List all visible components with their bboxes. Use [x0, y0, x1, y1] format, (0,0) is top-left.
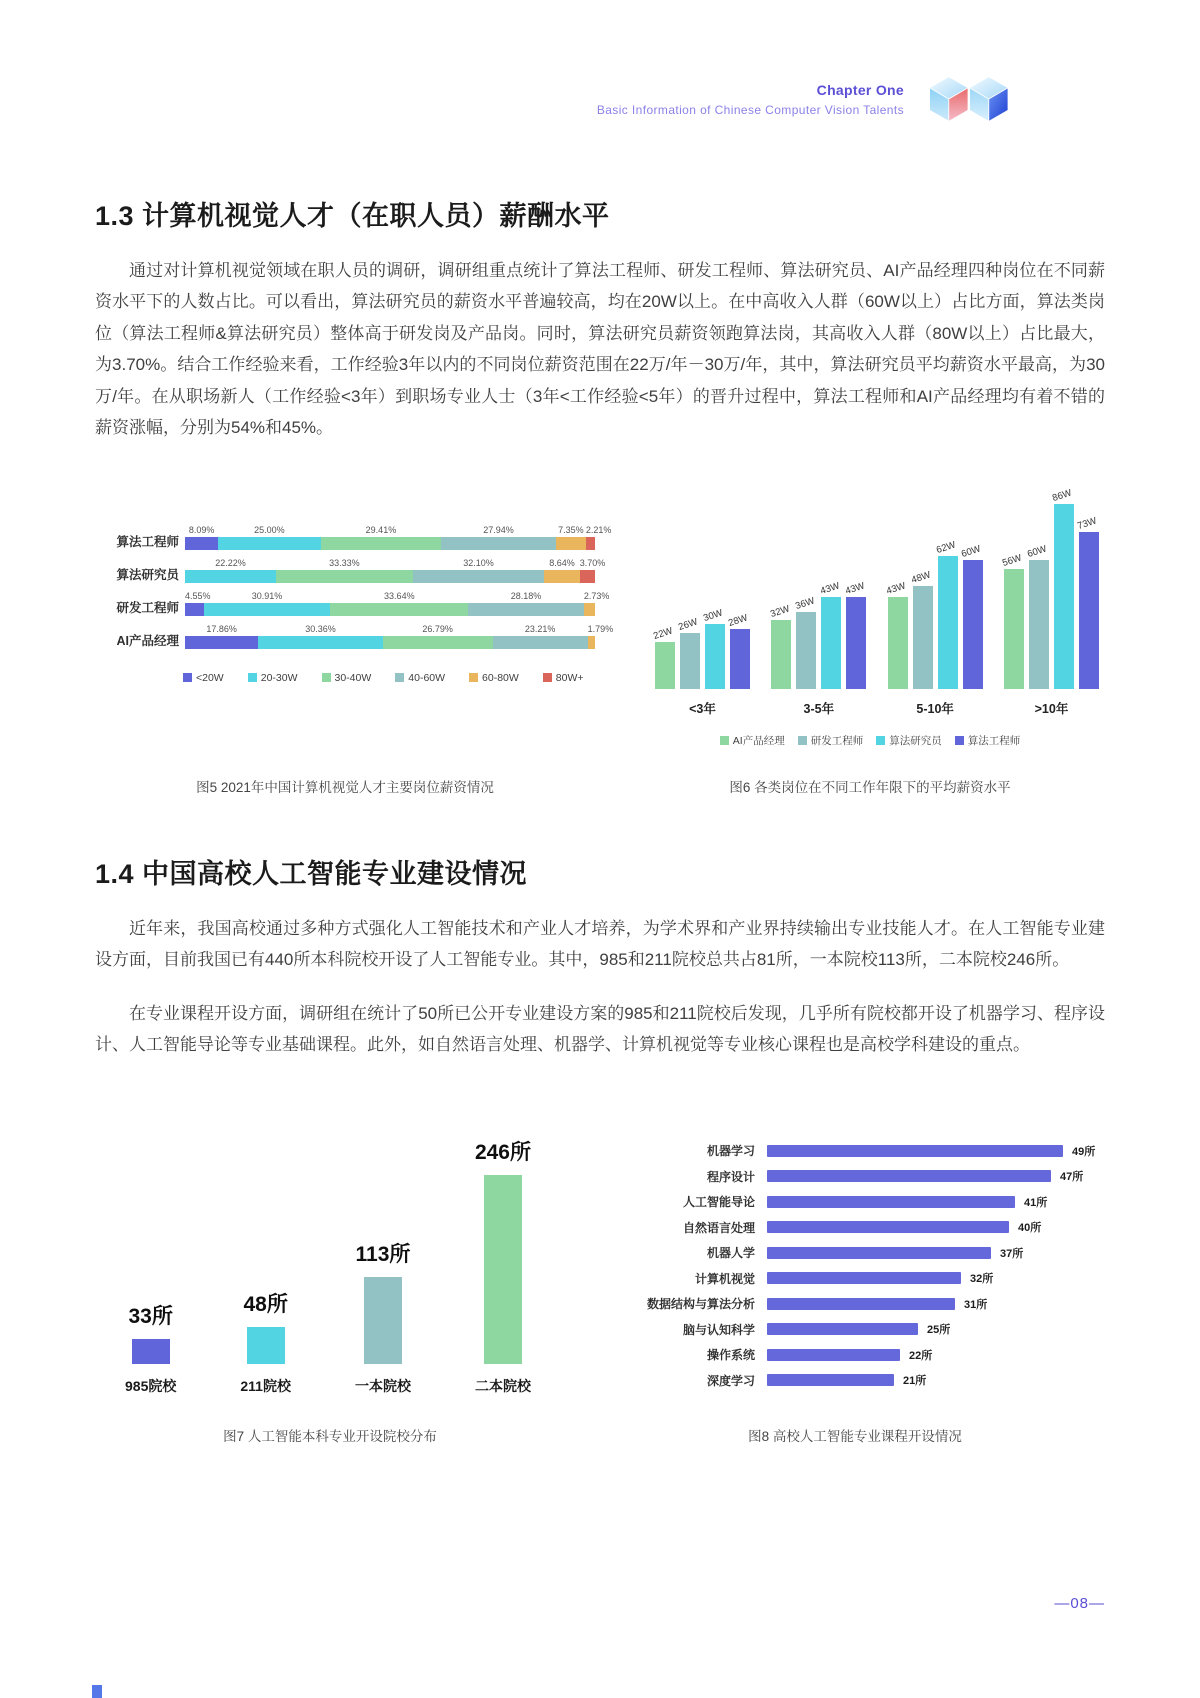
fig5-bar-segment	[383, 623, 493, 649]
fig8-bar-fill	[767, 1247, 991, 1259]
fig8-caption: 图8 高校人工智能专业课程开设情况	[748, 1429, 962, 1445]
fig8-category-label: 机器学习	[706, 1144, 755, 1159]
fig5-bar	[185, 623, 614, 649]
section-1-3-paragraph: 通过对计算机视觉领域在职人员的调研，调研组重点统计了算法工程师、研发工程师、算法研究员、AI产品经理四种岗位在不同薪资水平下的人数占比。可以看出，算法研究员的薪资水平普遍较高，均在20W以上。在中高收入人群（60W以上）占比方面，算法类岗位（算法工程师&算法研究员）整体高于研发岗及产品岗。同时，算法研究员薪资领跑算法岗，其高收入人群（80W以上）占比最大，为3.70%。结合工作经验来看，工作经验3年以内的不同岗位薪资范围在22万/年－30万/年，其中，算法研究员平均薪资水平最高，为30万/年。在从职场新人（工作经验<3年）到职场专业人士（3年<工作经验<5年）的晋升过程中，算法工程师和AI产品经理均有着不错的薪资涨幅，分别为54%和45%。	[95, 261, 1105, 438]
fig5-bar-segment	[583, 590, 610, 616]
fig8-value-label: 40所	[1018, 1222, 1042, 1235]
fig5-category-label: AI产品经理	[116, 633, 179, 648]
fig6-legend-label: AI产品经理	[732, 734, 785, 747]
fig8-value-label: 41所	[1024, 1196, 1048, 1209]
chapter-subtitle: Basic Information of Chinese Computer Vision Talents	[596, 102, 904, 117]
fig6-group	[768, 580, 866, 717]
fig8-bar-fill	[767, 1298, 955, 1310]
fig7-caption: 图7 人工智能本科专业开设院校分布	[223, 1429, 437, 1445]
fig5-legend-item	[395, 672, 445, 684]
fig7-value-label: 33所	[128, 1305, 173, 1329]
figure-7	[95, 1118, 565, 1445]
fig8-category-label: 自然语言处理	[682, 1220, 755, 1235]
fig6-bar-fill	[963, 560, 983, 689]
fig5-row	[95, 524, 612, 550]
fig5-percent-label: 2.21%	[585, 524, 612, 535]
fig8-bar-fill	[767, 1145, 1063, 1157]
fig5-bar-segment	[185, 524, 218, 550]
fig8-row	[605, 1270, 1105, 1287]
fig6-bar	[702, 607, 725, 689]
fig6-bar	[768, 603, 791, 689]
figure-row-2	[95, 1118, 1105, 1445]
fig5-percent-label: 8.64%	[549, 557, 575, 568]
fig8-value-label: 22所	[909, 1349, 933, 1362]
fig5-bar-segment	[468, 590, 584, 616]
fig6-group	[1001, 487, 1099, 717]
fig5-percent-label: 17.86%	[206, 623, 237, 634]
fig8-row	[605, 1219, 1105, 1236]
fig5-stacked-bar-chart	[95, 490, 614, 656]
fig5-bar-segment	[441, 524, 556, 550]
section-1-4	[95, 852, 1105, 1446]
fig5-legend-swatch	[543, 673, 552, 682]
fig5-percent-label: 27.94%	[483, 524, 514, 535]
section-1-3	[95, 194, 1105, 796]
fig5-legend-item	[322, 672, 372, 684]
fig6-group	[884, 539, 983, 717]
page-number: —08—	[1054, 1595, 1105, 1612]
fig7-category-label: 一本院校	[354, 1378, 411, 1395]
fig5-segment-fill	[185, 603, 204, 616]
fig5-segment-fill	[185, 636, 258, 649]
page-content	[0, 194, 1200, 1445]
fig6-bar	[909, 569, 933, 689]
fig5-bar	[185, 557, 606, 583]
fig7-value-label: 246所	[474, 1141, 531, 1165]
fig8-row	[605, 1372, 1105, 1389]
chapter-header-text	[597, 82, 904, 117]
fig5-legend-swatch	[469, 673, 478, 682]
fig6-bar	[818, 580, 841, 689]
fig5-legend-label: 60-80W	[482, 671, 519, 684]
fig8-value-label: 25所	[927, 1324, 951, 1337]
fig5-percent-label: 7.35%	[558, 524, 584, 535]
fig5-percent-label: 30.91%	[251, 590, 283, 601]
fig6-value-label: 32W	[768, 603, 791, 620]
fig6-bar-fill	[1079, 532, 1099, 689]
fig7-bar-chart	[95, 1136, 565, 1396]
fig6-legend-item	[720, 733, 785, 748]
fig5-percent-label: 2.73%	[583, 590, 610, 601]
fig5-bar-segment	[587, 623, 614, 649]
fig5-legend	[183, 672, 595, 684]
fig5-legend-swatch	[395, 673, 404, 682]
fig6-value-label: 60W	[959, 543, 982, 560]
fig8-value-label: 21所	[903, 1375, 927, 1388]
fig5-segment-fill	[204, 603, 331, 616]
fig8-category-label: 脑与认知科学	[682, 1322, 755, 1337]
figure-8	[605, 1118, 1105, 1445]
fig6-bar	[727, 612, 750, 689]
fig6-legend-label: 研发工程师	[810, 734, 864, 747]
fig6-bar-fill	[1029, 560, 1049, 689]
fig5-segment-fill	[441, 537, 556, 550]
fig6-bar	[1051, 487, 1074, 689]
fig5-bar-segment	[585, 524, 612, 550]
fig8-row	[605, 1321, 1105, 1338]
fig5-segment-fill	[584, 603, 595, 616]
fig6-value-label: 30W	[702, 607, 725, 624]
fig8-row	[605, 1295, 1105, 1312]
fig5-bar-segment	[185, 557, 276, 583]
fig6-bar	[1001, 552, 1024, 689]
fig8-value-label: 31所	[964, 1298, 988, 1311]
fig5-bar-segment	[493, 623, 588, 649]
fig6-bar	[934, 539, 958, 689]
fig5-legend-swatch	[322, 673, 331, 682]
fig8-bar-fill	[767, 1221, 1009, 1233]
fig5-segment-fill	[413, 570, 545, 583]
fig6-legend-swatch	[798, 736, 807, 745]
fig6-bar-fill	[796, 612, 816, 689]
fig5-segment-fill	[588, 636, 595, 649]
fig5-caption: 图5 2021年中国计算机视觉人才主要岗位薪资情况	[196, 779, 494, 795]
fig8-category-label: 人工智能导论	[682, 1195, 755, 1210]
fig7-bar-fill	[132, 1339, 170, 1364]
fig5-legend-label: 20-30W	[260, 671, 298, 684]
fig6-legend-item	[798, 733, 864, 748]
fig5-legend-label: <20W	[196, 671, 224, 684]
fig8-bar-fill	[767, 1323, 918, 1335]
fig5-bar-segment	[185, 590, 211, 616]
fig5-legend-item	[469, 672, 519, 684]
fig5-segment-fill	[218, 537, 321, 550]
fig8-category-label: 数据结构与算法分析	[646, 1297, 755, 1312]
fig6-value-label: 28W	[727, 612, 750, 629]
fig6-bars	[652, 607, 750, 689]
fig5-category-label: 算法工程师	[116, 534, 179, 549]
fig5-legend-swatch	[183, 673, 192, 682]
fig5-percent-label: 25.00%	[254, 524, 285, 535]
fig5-percent-label: 33.33%	[329, 557, 360, 568]
fig6-value-label: 22W	[652, 625, 675, 642]
fig5-segment-fill	[383, 636, 493, 649]
fig5-percent-label: 4.55%	[185, 590, 211, 601]
fig6-category-label: 3-5年	[803, 701, 835, 716]
fig5-bar-segment	[185, 623, 258, 649]
fig5-percent-label: 29.41%	[365, 524, 397, 535]
fig6-bar	[677, 616, 700, 689]
fig5-segment-fill	[258, 636, 382, 649]
fig5-segment-fill	[544, 570, 579, 583]
fig6-bar	[1026, 543, 1049, 689]
fig8-bar-fill	[767, 1349, 900, 1361]
fig6-bar	[793, 595, 816, 689]
fig6-bar-fill	[938, 556, 958, 689]
fig6-bars	[884, 539, 983, 689]
fig6-value-label: 60W	[1026, 543, 1049, 560]
fig6-value-label: 48W	[909, 569, 932, 586]
fig6-bar	[884, 580, 908, 689]
figure-row-1	[95, 487, 1105, 796]
fig5-segment-fill	[321, 537, 442, 550]
fig8-value-label: 49所	[1072, 1145, 1096, 1158]
fig5-row	[95, 557, 606, 583]
fig7-value-label: 48所	[243, 1293, 288, 1317]
fig6-bar	[652, 625, 675, 689]
fig6-bars	[768, 580, 866, 689]
fig6-value-label: 36W	[793, 595, 816, 612]
fig6-bar-fill	[888, 597, 908, 689]
fig6-legend-swatch	[955, 736, 964, 745]
fig6-category-label: 5-10年	[916, 701, 954, 716]
fig7-bar	[240, 1288, 291, 1396]
fig5-segment-fill	[493, 636, 588, 649]
fig8-category-label: 机器人学	[706, 1246, 755, 1261]
fig6-value-label: 43W	[884, 580, 907, 597]
fig6-value-label: 43W	[818, 580, 841, 597]
fig5-bar-segment	[544, 557, 579, 583]
section-1-4-title: 1.4 中国高校人工智能专业建设情况	[95, 858, 528, 889]
fig5-legend-item	[183, 672, 224, 684]
fig8-horizontal-bar-chart	[605, 1118, 1105, 1397]
fig8-value-label: 47所	[1060, 1171, 1084, 1184]
fig8-row	[605, 1168, 1105, 1185]
fig5-percent-label: 8.09%	[188, 524, 215, 535]
fig5-category-label: 算法研究员	[116, 567, 179, 582]
fig6-bar-fill	[1004, 569, 1024, 689]
fig6-bar-fill	[730, 629, 750, 689]
fig7-bar-fill	[247, 1327, 285, 1364]
corner-accent-bar	[92, 1685, 102, 1698]
fig8-row	[605, 1142, 1105, 1159]
fig5-percent-label: 32.10%	[463, 557, 494, 568]
fig5-segment-fill	[185, 537, 218, 550]
fig6-grouped-bar-chart	[635, 487, 1105, 717]
fig6-bar	[959, 543, 983, 689]
fig6-value-label: 56W	[1001, 552, 1024, 569]
fig5-bar-segment	[276, 557, 413, 583]
section-1-4-paragraph-2: 在专业课程开设方面，调研组在统计了50所已公开专业建设方案的985和211院校后发现，几乎所有院校都开设了机器学习、程序设计、人工智能导论等专业基础课程。此外，如自然语言处理、机器学、计算机视觉等专业核心课程也是高校学科建设的重点。	[95, 1003, 1105, 1054]
fig5-legend-item	[248, 672, 298, 684]
fig7-bar-fill	[484, 1175, 522, 1364]
fig8-row	[605, 1193, 1105, 1210]
fig7-bar-fill	[364, 1277, 402, 1364]
fig7-category-label: 211院校	[240, 1378, 291, 1395]
fig6-legend-label: 算法工程师	[967, 734, 1021, 747]
fig5-segment-fill	[330, 603, 468, 616]
figure-6	[635, 487, 1105, 796]
fig5-segment-fill	[586, 537, 595, 550]
fig6-bar	[1076, 515, 1099, 689]
fig7-bar	[475, 1136, 531, 1396]
fig5-segment-fill	[276, 570, 413, 583]
fig8-value-label: 37所	[1000, 1247, 1024, 1260]
fig6-legend-item	[876, 733, 942, 748]
fig8-bar-fill	[767, 1272, 961, 1284]
fig5-percent-label: 22.22%	[215, 557, 246, 568]
fig6-value-label: 62W	[934, 539, 957, 556]
fig5-row	[95, 590, 610, 616]
fig5-segment-fill	[556, 537, 586, 550]
fig5-bar-segment	[204, 590, 331, 616]
fig5-percent-label: 26.79%	[422, 623, 453, 634]
fig5-percent-label: 23.21%	[524, 623, 556, 634]
fig6-value-label: 73W	[1076, 515, 1099, 532]
fig5-legend-label: 80W+	[555, 671, 584, 684]
fig6-bar-fill	[655, 642, 675, 689]
chapter-label: Chapter One	[816, 81, 904, 98]
fig5-bar	[185, 524, 612, 550]
fig5-bar	[185, 590, 610, 616]
fig8-category-label: 操作系统	[706, 1348, 755, 1363]
fig6-group	[652, 607, 750, 717]
fig6-bar-fill	[771, 620, 791, 689]
fig6-value-label: 26W	[677, 616, 700, 633]
fig5-bar-segment	[556, 524, 586, 550]
page-header	[0, 0, 1200, 138]
fig7-value-label: 113所	[355, 1243, 411, 1267]
fig5-percent-label: 3.70%	[579, 557, 606, 568]
fig8-bar-fill	[767, 1170, 1051, 1182]
section-1-3-title: 1.3 计算机视觉人才（在职人员）薪酬水平	[95, 201, 610, 231]
figure-5	[95, 490, 614, 796]
fig6-category-label: <3年	[689, 701, 716, 716]
fig6-value-label: 86W	[1051, 487, 1074, 504]
fig5-legend-label: 30-40W	[334, 671, 372, 684]
fig5-category-label: 研发工程师	[116, 600, 179, 615]
fig5-bar-segment	[330, 590, 468, 616]
fig6-bars	[1001, 487, 1099, 689]
fig6-category-label: >10年	[1034, 701, 1069, 716]
fig5-legend-label: 40-60W	[408, 671, 446, 684]
fig8-row	[605, 1244, 1105, 1261]
fig5-legend-item	[543, 672, 584, 684]
fig6-bar-fill	[913, 586, 933, 689]
fig5-bar-segment	[413, 557, 545, 583]
fig5-percent-label: 1.79%	[587, 623, 614, 634]
fig7-bar	[355, 1238, 411, 1396]
fig6-value-label: 43W	[843, 580, 866, 597]
fig8-value-label: 32所	[970, 1273, 994, 1286]
fig5-row	[95, 623, 614, 649]
fig7-category-label: 二本院校	[474, 1378, 531, 1395]
fig6-legend	[635, 733, 1105, 748]
fig6-bar-fill	[680, 633, 700, 689]
fig6-legend-swatch	[876, 736, 885, 745]
fig8-bar-fill	[767, 1374, 894, 1386]
fig6-bar-fill	[821, 597, 841, 689]
fig6-legend-label: 算法研究员	[889, 734, 942, 747]
cubes-logo-icon	[920, 60, 1024, 138]
fig6-bar-fill	[705, 624, 725, 689]
section-1-4-paragraph-1: 近年来，我国高校通过多种方式强化人工智能技术和产业人才培养，为学术界和产业界持续输出专业技能人才。在人工智能专业建设方面，目前我国已有440所本科院校开设了人工智能专业。其中，985和211院校总共占81所，一本院校113所，二本院校246所。	[95, 918, 1105, 970]
fig5-segment-fill	[468, 603, 584, 616]
fig8-row	[605, 1346, 1105, 1363]
fig7-category-label: 985院校	[125, 1378, 177, 1395]
fig6-bar	[843, 580, 866, 689]
fig7-bar	[125, 1300, 176, 1396]
fig6-legend-swatch	[720, 736, 729, 745]
fig8-category-label: 深度学习	[706, 1373, 755, 1388]
fig5-bar-segment	[579, 557, 606, 583]
fig5-percent-label: 28.18%	[510, 590, 542, 601]
fig8-bar-fill	[767, 1196, 1015, 1208]
fig8-category-label: 程序设计	[706, 1169, 755, 1184]
fig5-legend-swatch	[248, 673, 257, 682]
fig5-segment-fill	[185, 570, 276, 583]
fig6-legend-item	[955, 733, 1021, 748]
fig5-bar-segment	[258, 623, 382, 649]
fig6-bar-fill	[846, 597, 866, 689]
fig5-percent-label: 33.64%	[384, 590, 415, 601]
fig5-segment-fill	[580, 570, 595, 583]
fig5-percent-label: 30.36%	[305, 623, 336, 634]
fig6-bar-fill	[1054, 504, 1074, 689]
fig6-caption: 图6 各类岗位在不同工作年限下的平均薪资水平	[729, 779, 1011, 795]
fig5-bar-segment	[218, 524, 321, 550]
fig8-category-label: 计算机视觉	[694, 1271, 755, 1286]
fig5-bar-segment	[321, 524, 442, 550]
